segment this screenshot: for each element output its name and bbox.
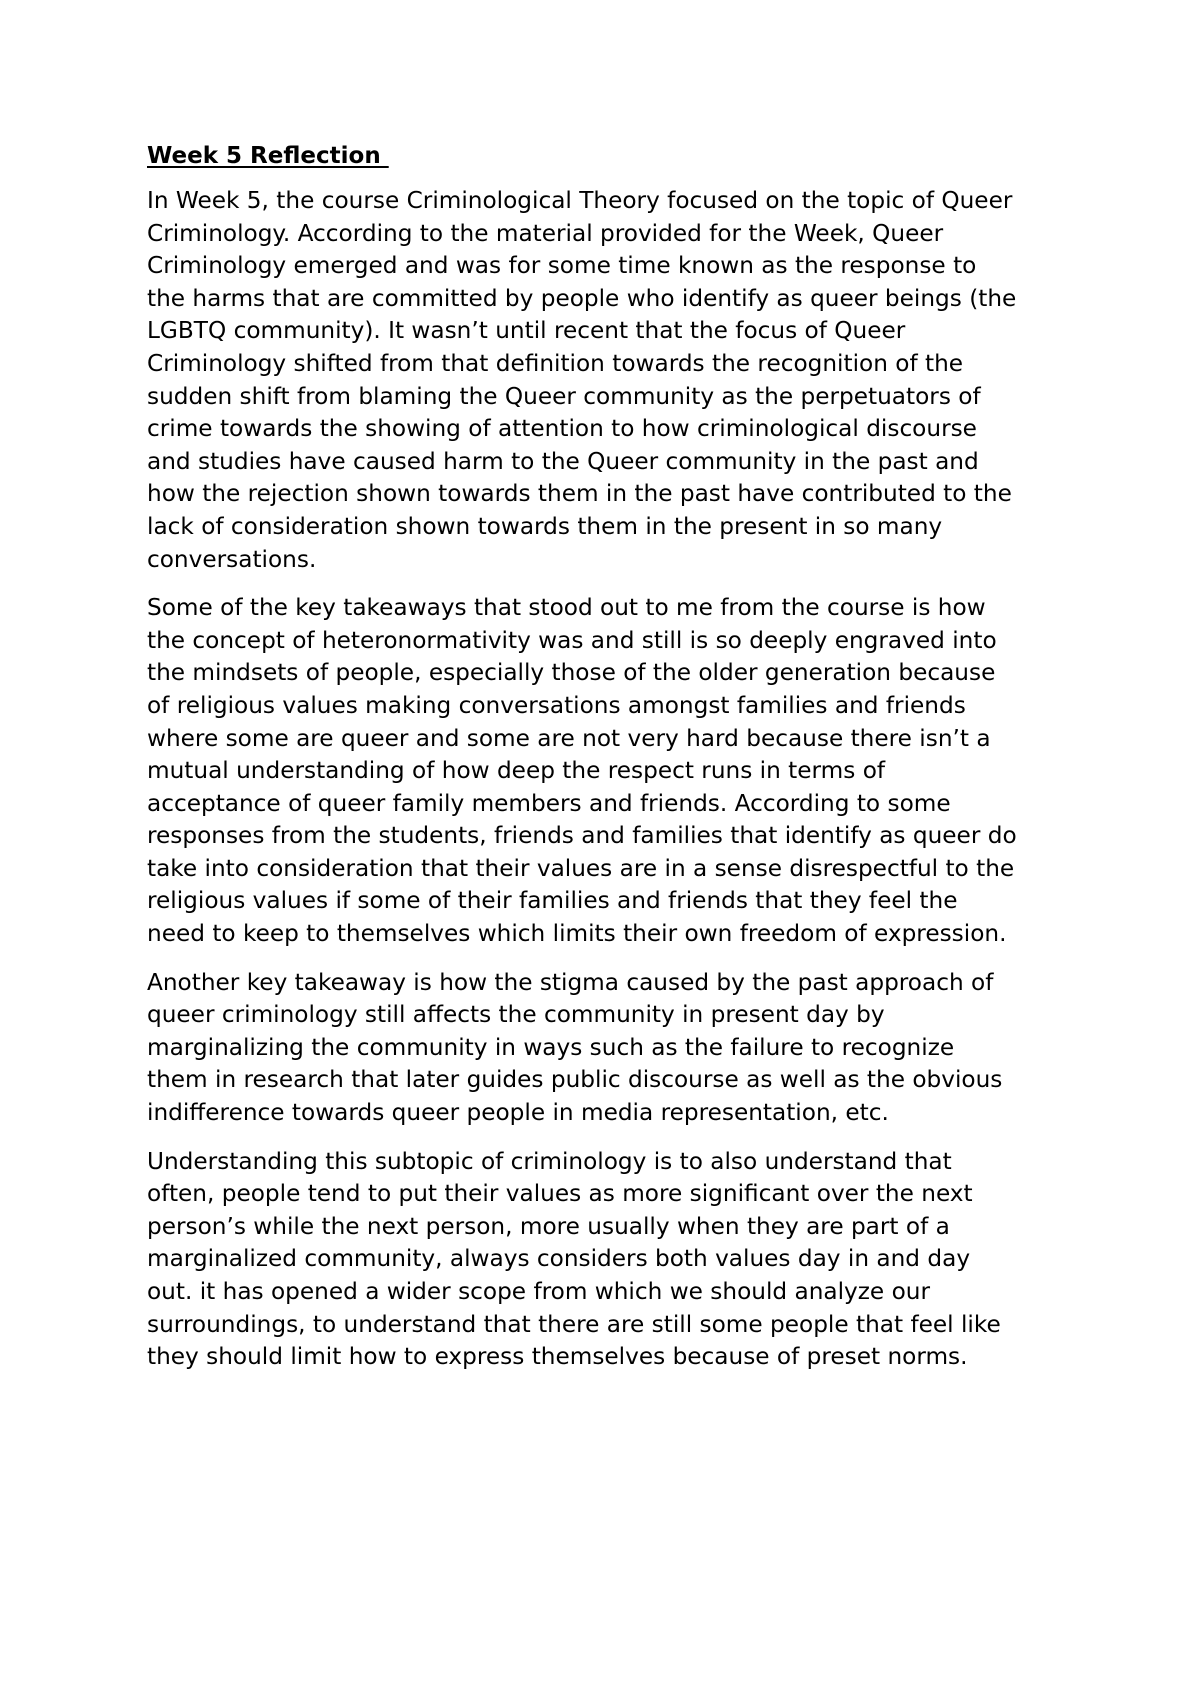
text-line: acceptance of queer family members and friends. According to some: [147, 789, 951, 817]
text-line: indifference towards queer people in media representation, etc.: [147, 1099, 889, 1127]
text-line: sudden shift from blaming the Queer community as the perpetuators of: [147, 382, 981, 410]
text-line: how the rejection shown towards them in the past have contributed to the: [147, 480, 1012, 508]
text-line: often, people tend to put their values as more significant over the next: [147, 1180, 973, 1208]
text-line: Another key takeaway is how the stigma caused by the past approach of: [147, 968, 994, 996]
text-line: marginalizing the community in ways such as the failure to recognize: [147, 1033, 955, 1061]
text-line: conversations.: [147, 545, 317, 573]
text-line: Some of the key takeaways that stood out to me from the course is how: [147, 594, 986, 622]
text-line: marginalized community, always considers both values day in and day: [147, 1245, 971, 1273]
paragraph-2: [147, 592, 1077, 951]
text-line: the mindsets of people, especially those of the older generation because: [147, 659, 996, 687]
text-line: crime towards the showing of attention to how criminological discourse: [147, 415, 977, 443]
text-line: surroundings, to understand that there are still some people that feel like: [147, 1310, 1001, 1338]
text-line: out. it has opened a wider scope from which we should analyze our: [147, 1278, 930, 1305]
text-line: lack of consideration shown towards them in the present in so many: [147, 512, 943, 540]
document-title: Week 5 Reflection: [147, 143, 389, 169]
paragraph-4: [147, 1146, 1077, 1374]
text-line: the concept of heteronormativity was and still is so deeply engraved into: [147, 626, 997, 654]
text-line: and studies have caused harm to the Queer community in the past and: [147, 447, 979, 475]
text-line: they should limit how to express themselves because of preset norms.: [147, 1343, 968, 1371]
text-line: Criminology shifted from that definition towards the recognition of the: [147, 349, 964, 377]
text-line: them in research that later guides public discourse as well as the obvious: [147, 1066, 1003, 1094]
text-line: take into consideration that their values are in a sense disrespectful to the: [147, 854, 1015, 882]
text-line: Criminology. According to the material provided for the Week, Queer: [147, 219, 944, 247]
text-line: mutual understanding of how deep the respect runs in terms of: [147, 757, 886, 785]
text-line: person’s while the next person, more usually when they are part of a: [147, 1212, 950, 1240]
text-line: of religious values making conversations amongst families and friends: [147, 691, 966, 719]
text-line: the harms that are committed by people who identify as queer beings (the: [147, 284, 1017, 312]
text-line: LGBTQ community). It wasn’t until recent that the focus of Queer: [147, 317, 906, 345]
text-line: responses from the students, friends and families that identify as queer do: [147, 822, 1017, 850]
paragraph-3: [147, 967, 1077, 1130]
text-line: Understanding this subtopic of criminology is to also understand that: [147, 1147, 952, 1175]
text-line: In Week 5, the course Criminological Theory focused on the topic of Queer: [147, 187, 1013, 214]
document-page: [147, 140, 1077, 1390]
paragraph-1: [147, 185, 1077, 576]
text-line: need to keep to themselves which limits their own freedom of expression.: [147, 920, 1007, 948]
text-line: Criminology emerged and was for some time known as the response to: [147, 252, 977, 280]
text-line: religious values if some of their families and friends that they feel the: [147, 887, 958, 915]
text-line: queer criminology still affects the community in present day by: [147, 1001, 885, 1029]
text-line: where some are queer and some are not very hard because there isn’t a: [147, 724, 991, 752]
